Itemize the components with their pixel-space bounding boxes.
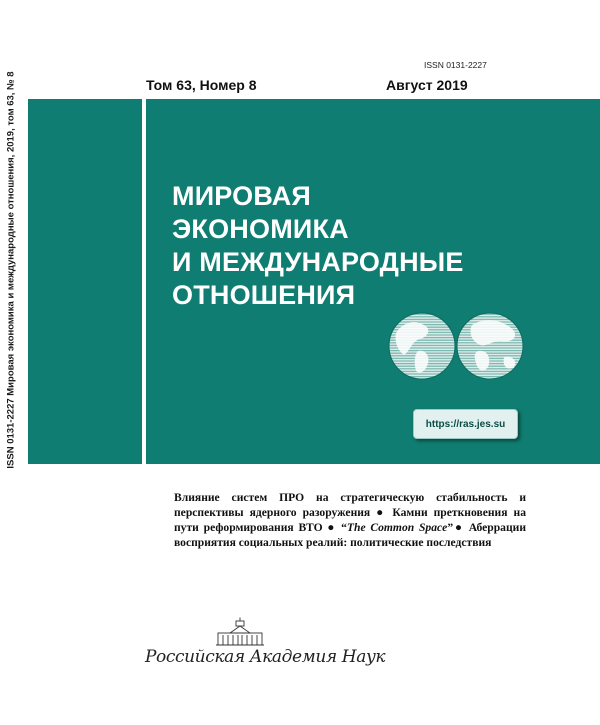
issn-label: ISSN 0131-2227 (424, 60, 487, 70)
cover-band-left (28, 99, 142, 464)
contents-italic: The Common Space (346, 521, 448, 534)
issue-date: Август 2019 (386, 77, 468, 93)
globe-right (457, 313, 523, 379)
globe-left (389, 313, 455, 379)
academy-building-icon (214, 617, 266, 647)
issue-contents (174, 490, 526, 550)
title-line-4: ОТНОШЕНИЯ (172, 280, 356, 310)
journal-title (172, 180, 464, 312)
volume-label: Том 63, Номер 8 (146, 77, 257, 93)
journal-url-link[interactable]: https://ras.jes.su (413, 409, 518, 439)
spine-label: ISSN 0131-2227 Мировая экономика и международные отношения, 2019, том 63, № 8 (5, 71, 17, 469)
contents-text-1: Влияние систем ПРО на стратегическую стабильность и перспективы ядерного разоружения ● Камни преткновения на пути реформирования ВТО ● “ (174, 491, 526, 534)
academy-signature: Российская Академия Наук (145, 647, 386, 667)
title-line-1: МИРОВАЯ (172, 181, 312, 211)
world-hemispheres-icon (388, 311, 524, 381)
title-line-2: ЭКОНОМИКА (172, 214, 349, 244)
spine-text (3, 71, 19, 469)
contents-text-2: ”● Аберрации восприятия социальных реалий: политические последствия (174, 521, 526, 549)
title-line-3: И МЕЖДУНАРОДНЫЕ (172, 247, 464, 277)
